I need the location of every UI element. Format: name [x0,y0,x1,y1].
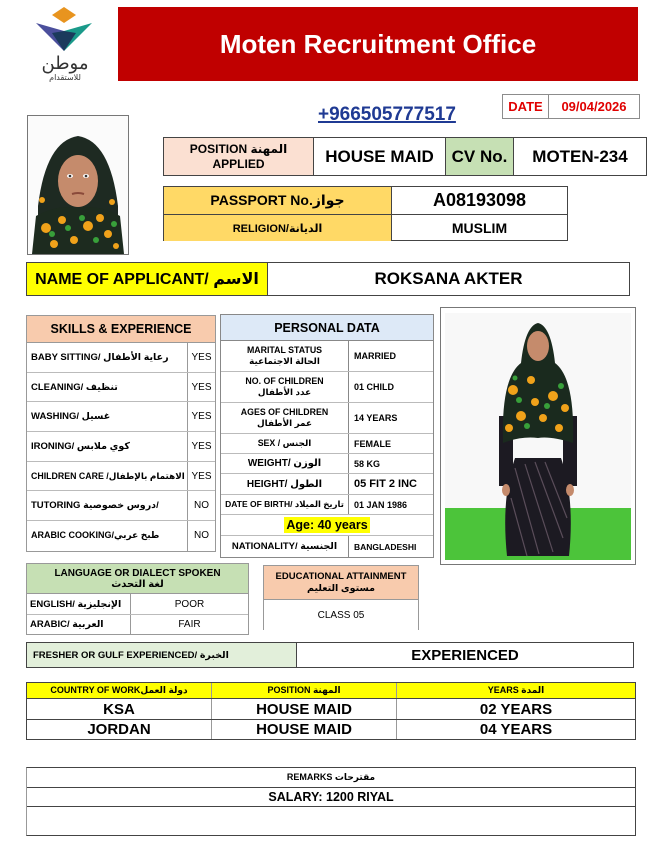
education-value: CLASS 05 [317,609,365,621]
name-label: NAME OF APPLICANT/ الاسم [26,263,268,295]
work-years: 04 YEARS [479,721,553,738]
work-position: HOUSE MAID [212,720,397,739]
work-country: JORDAN [27,720,212,739]
applicant-portrait-photo [27,115,129,255]
language-title [27,564,248,594]
cv-label: CV No. [445,138,513,175]
skill-label: ARABIC COOKING/طبخ عربي [27,521,188,551]
skill-value: YES [191,381,212,393]
label-ar: عمر الأطفال [257,418,312,428]
page-title: Moten Recruitment Office [219,28,537,59]
remarks-title: REMARKS مقترحات [27,768,635,788]
skill-label: WASHING/ غسيل [27,402,188,431]
header-banner [118,7,638,81]
applicant-name-row [26,262,630,296]
height-value: 05 FIT 2 INC [354,478,417,490]
skill-value: YES [191,411,212,423]
language-label: ARABIC/ العربية [27,615,131,634]
skill-label: BABY SITTING/ رعاية الأطفال [27,343,188,372]
remarks-blank-row [27,807,635,835]
col-years: YEARS المدة [487,685,545,695]
age-value: Age: 40 years [286,518,368,532]
personal-row [221,495,433,515]
skill-row [27,402,215,432]
experience-label: FRESHER OR GULF EXPERIENCED/ الخبرة [27,643,297,667]
passport-label: PASSPORT No.جواز [164,187,392,214]
personal-row [221,474,433,495]
personal-row [221,536,433,557]
passport-religion-table [163,186,568,241]
label-ar: الحالة الاجتماعية [249,356,320,366]
work-position: HOUSE MAID [212,699,397,719]
position-label [163,138,313,175]
personal-label: HEIGHT/ الطول [221,474,349,494]
table-row [27,699,635,719]
cv-number: MOTEN-234 [513,138,647,175]
skill-row [27,491,215,521]
weight-value: 58 KG [354,458,381,469]
skill-row [27,343,215,373]
col-position: POSITION المهنة [212,683,397,698]
skill-value: NO [194,500,209,512]
salary-value: SALARY: 1200 RIYAL [27,788,635,807]
date-box [502,94,640,119]
skill-value: NO [194,530,209,542]
dob-value: 01 JAN 1986 [354,499,408,510]
work-history-header [27,683,635,699]
position-value: HOUSE MAID [313,138,445,175]
experience-value: EXPERIENCED [411,646,519,664]
religion-value: MUSLIM [451,220,508,236]
position-label-line1: POSITION المهنة [189,141,288,156]
full-body-image-icon [441,308,635,564]
language-row [27,614,248,634]
skill-label: IRONING/ كوي ملابس [27,432,188,461]
personal-row [221,341,433,372]
skill-label: CLEANING/ تنظيف [27,373,188,402]
personal-label: WEIGHT/ الوزن [221,454,349,473]
language-table [26,563,249,635]
company-logo [30,5,110,85]
skill-row [27,521,215,551]
personal-data-table [220,314,434,558]
phone-number[interactable]: +966505777517 [318,104,456,125]
personal-data-title: PERSONAL DATA [221,315,433,341]
work-country: KSA [27,699,212,719]
language-level: FAIR [178,619,201,630]
skill-value: YES [191,470,212,482]
skill-label: CHILDREN CARE /الاهتمام بالإطفال [27,462,188,491]
personal-label [221,341,349,371]
skill-value: YES [191,351,212,363]
table-row [27,719,635,739]
label-en: NO. OF CHILDREN [245,376,324,386]
label-en: MARITAL STATUS [246,345,323,355]
applicant-name: ROKSANA AKTER [374,269,523,288]
marital-status-value: MARRIED [354,351,396,361]
personal-label [221,403,349,433]
education-title [264,566,418,600]
skill-label: TUTORING دروس خصوصية/ [27,491,188,520]
nationality-label: NATIONALITY/ الجنسية [221,536,349,557]
religion-label: RELIGION/الديانة [164,215,392,241]
personal-row [221,372,433,403]
language-row [27,594,248,614]
label-en: AGES OF CHILDREN [240,407,329,417]
skills-title: SKILLS & EXPERIENCE [27,316,215,343]
label-ar: عدد الأطفال [257,387,312,397]
language-title-en: LANGUAGE OR DIALECT SPOKEN [54,567,221,579]
position-row [163,137,647,176]
logo-arabic-name: موطن [41,53,89,74]
language-level: POOR [174,598,205,610]
education-title-en: EDUCATIONAL ATTAINMENT [275,570,407,582]
language-title-ar: لغة التحدث [111,578,164,590]
work-history-table [26,682,636,740]
col-country: COUNTRY OF WORKدولة العمل [27,683,212,698]
sex-value: FEMALE [354,438,391,449]
personal-label [221,372,349,402]
logo-mark-icon [30,5,110,53]
nationality-value: BANGLADESHI [354,541,417,552]
children-count-value: 01 CHILD [354,382,395,392]
logo-arabic-subtitle: للاستقدام [49,73,81,82]
skill-row [27,432,215,462]
skill-row [27,373,215,403]
experience-row [26,642,634,668]
children-ages-value: 14 YEARS [354,413,398,423]
applicant-full-body-photo [440,307,636,565]
language-label: ENGLISH/ الإنجليزية [27,594,131,614]
skill-value: YES [191,440,212,452]
personal-row [221,403,433,434]
personal-row [221,454,433,474]
remarks-table [26,767,636,836]
work-years: 02 YEARS [479,700,553,718]
position-label-line2: APPLIED [212,156,265,171]
skill-row [27,462,215,492]
personal-label: SEX / الجنس [221,434,349,453]
passport-number: A08193098 [432,190,527,210]
date-value: 09/04/2026 [561,99,627,114]
skills-table [26,315,216,552]
personal-row [221,434,433,454]
portrait-image-icon [28,116,128,254]
personal-label: DATE OF BIRTH/ تاريخ الميلاد [221,495,349,514]
age-row [221,515,433,536]
education-table [263,565,419,630]
education-title-ar: مستوى التعليم [307,582,375,594]
date-label: DATE [503,95,549,118]
